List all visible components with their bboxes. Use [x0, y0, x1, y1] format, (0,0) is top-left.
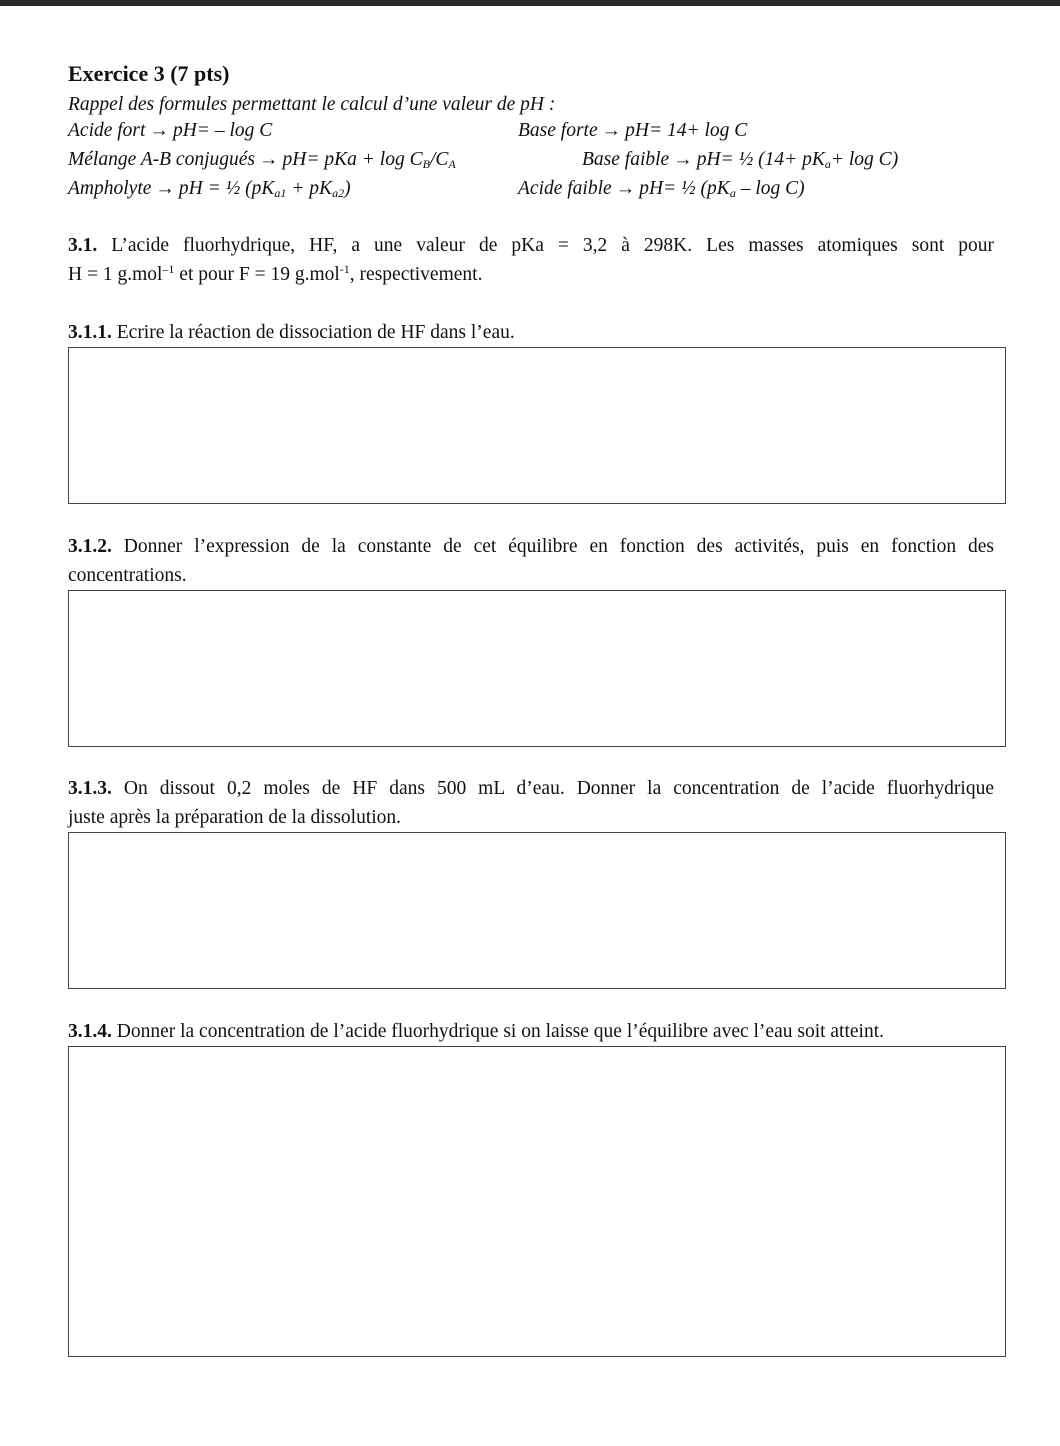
formula-expression: pH = ½ (pK [178, 178, 275, 199]
formula-expression: – log C) [735, 178, 805, 199]
formula-label: Mélange A-B conjugués [68, 149, 256, 170]
arrow-icon: → [615, 178, 636, 199]
arrow-icon: → [259, 149, 279, 170]
formula-strong-acid [68, 119, 272, 143]
formula-subscript: a [729, 186, 736, 200]
formula-weak-acid [518, 177, 805, 201]
text-segment: H = 1 g.mol [68, 264, 163, 285]
question-3-1-line1 [68, 234, 994, 258]
question-text: Donner l’expression de la constante de cet équilibre en fonction des activités, puis en fonction des [123, 536, 994, 557]
text-segment: et pour F = 19 g.mol [174, 264, 340, 285]
recall-intro: Rappel des formules permettant le calcul d’une valeur de pH : [68, 94, 556, 115]
question-3-1-1 [68, 321, 515, 345]
answer-box-3-1-3[interactable] [68, 832, 1006, 989]
question-number: 3.1. [68, 235, 98, 256]
arrow-icon: → [149, 120, 169, 141]
formula-expression: pH= – log C [172, 120, 273, 141]
question-3-1-3-line1 [68, 777, 994, 801]
top-edge-bar [0, 0, 1060, 6]
arrow-icon: → [601, 120, 622, 141]
question-text: Donner la concentration de l’acide fluorhydrique si on laisse que l’équilibre avec l’eau soit atteint. [116, 1021, 885, 1042]
answer-box-3-1-4[interactable] [68, 1046, 1006, 1357]
formula-expression: + pK [286, 178, 333, 199]
text-segment: , respectivement. [349, 264, 483, 285]
superscript: –1 [162, 262, 175, 276]
question-3-1-line2 [68, 263, 482, 287]
question-3-1-2-line1 [68, 535, 994, 559]
answer-box-3-1-1[interactable] [68, 347, 1006, 504]
formula-label: Acide faible [518, 178, 612, 199]
question-3-1-2-line2: concentrations. [68, 565, 187, 586]
answer-box-3-1-2[interactable] [68, 590, 1006, 747]
formula-label: Base forte [518, 120, 598, 141]
formula-ampholyte [68, 177, 351, 201]
formula-expression: pH= pKa + log C [282, 149, 423, 170]
arrow-icon: → [155, 178, 175, 199]
formula-buffer-mixture [68, 148, 456, 172]
question-text: On dissout 0,2 moles de HF dans 500 mL d’eau. Donner la concentration de l’acide fluorhydrique [123, 778, 994, 799]
formula-expression: /C [429, 149, 449, 170]
question-number: 3.1.1. [68, 322, 112, 343]
question-number: 3.1.4. [68, 1021, 112, 1042]
formula-expression: pH= 14+ log C [625, 120, 748, 141]
formula-subscript: a1 [274, 186, 287, 200]
arrow-icon: → [673, 149, 693, 170]
formula-subscript: B [422, 157, 430, 171]
question-text: Ecrire la réaction de dissociation de HF dans l’eau. [116, 322, 515, 343]
formula-subscript: A [448, 157, 456, 171]
formula-label: Ampholyte [68, 178, 152, 199]
question-3-1-3-line2: juste après la préparation de la dissolution. [68, 807, 402, 828]
formula-strong-base [518, 119, 747, 143]
exercise-title: Exercice 3 (7 pts) [68, 61, 230, 86]
formula-expression: ) [344, 178, 351, 199]
question-text: L’acide fluorhydrique, HF, a une valeur de pKa = 3,2 à 298K. Les masses atomiques sont pour [111, 235, 995, 256]
formula-expression: + log C) [830, 149, 899, 170]
formula-expression: pH= ½ (pK [639, 178, 730, 199]
formula-weak-base [582, 148, 898, 172]
superscript: -1 [339, 262, 350, 276]
formula-subscript: a [824, 157, 831, 171]
formula-expression: pH= ½ (14+ pK [696, 149, 825, 170]
question-3-1-4 [68, 1020, 884, 1044]
formula-label: Acide fort [68, 120, 146, 141]
question-number: 3.1.3. [68, 778, 112, 799]
question-number: 3.1.2. [68, 536, 112, 557]
formula-label: Base faible [582, 149, 670, 170]
formula-subscript: a2 [332, 186, 345, 200]
